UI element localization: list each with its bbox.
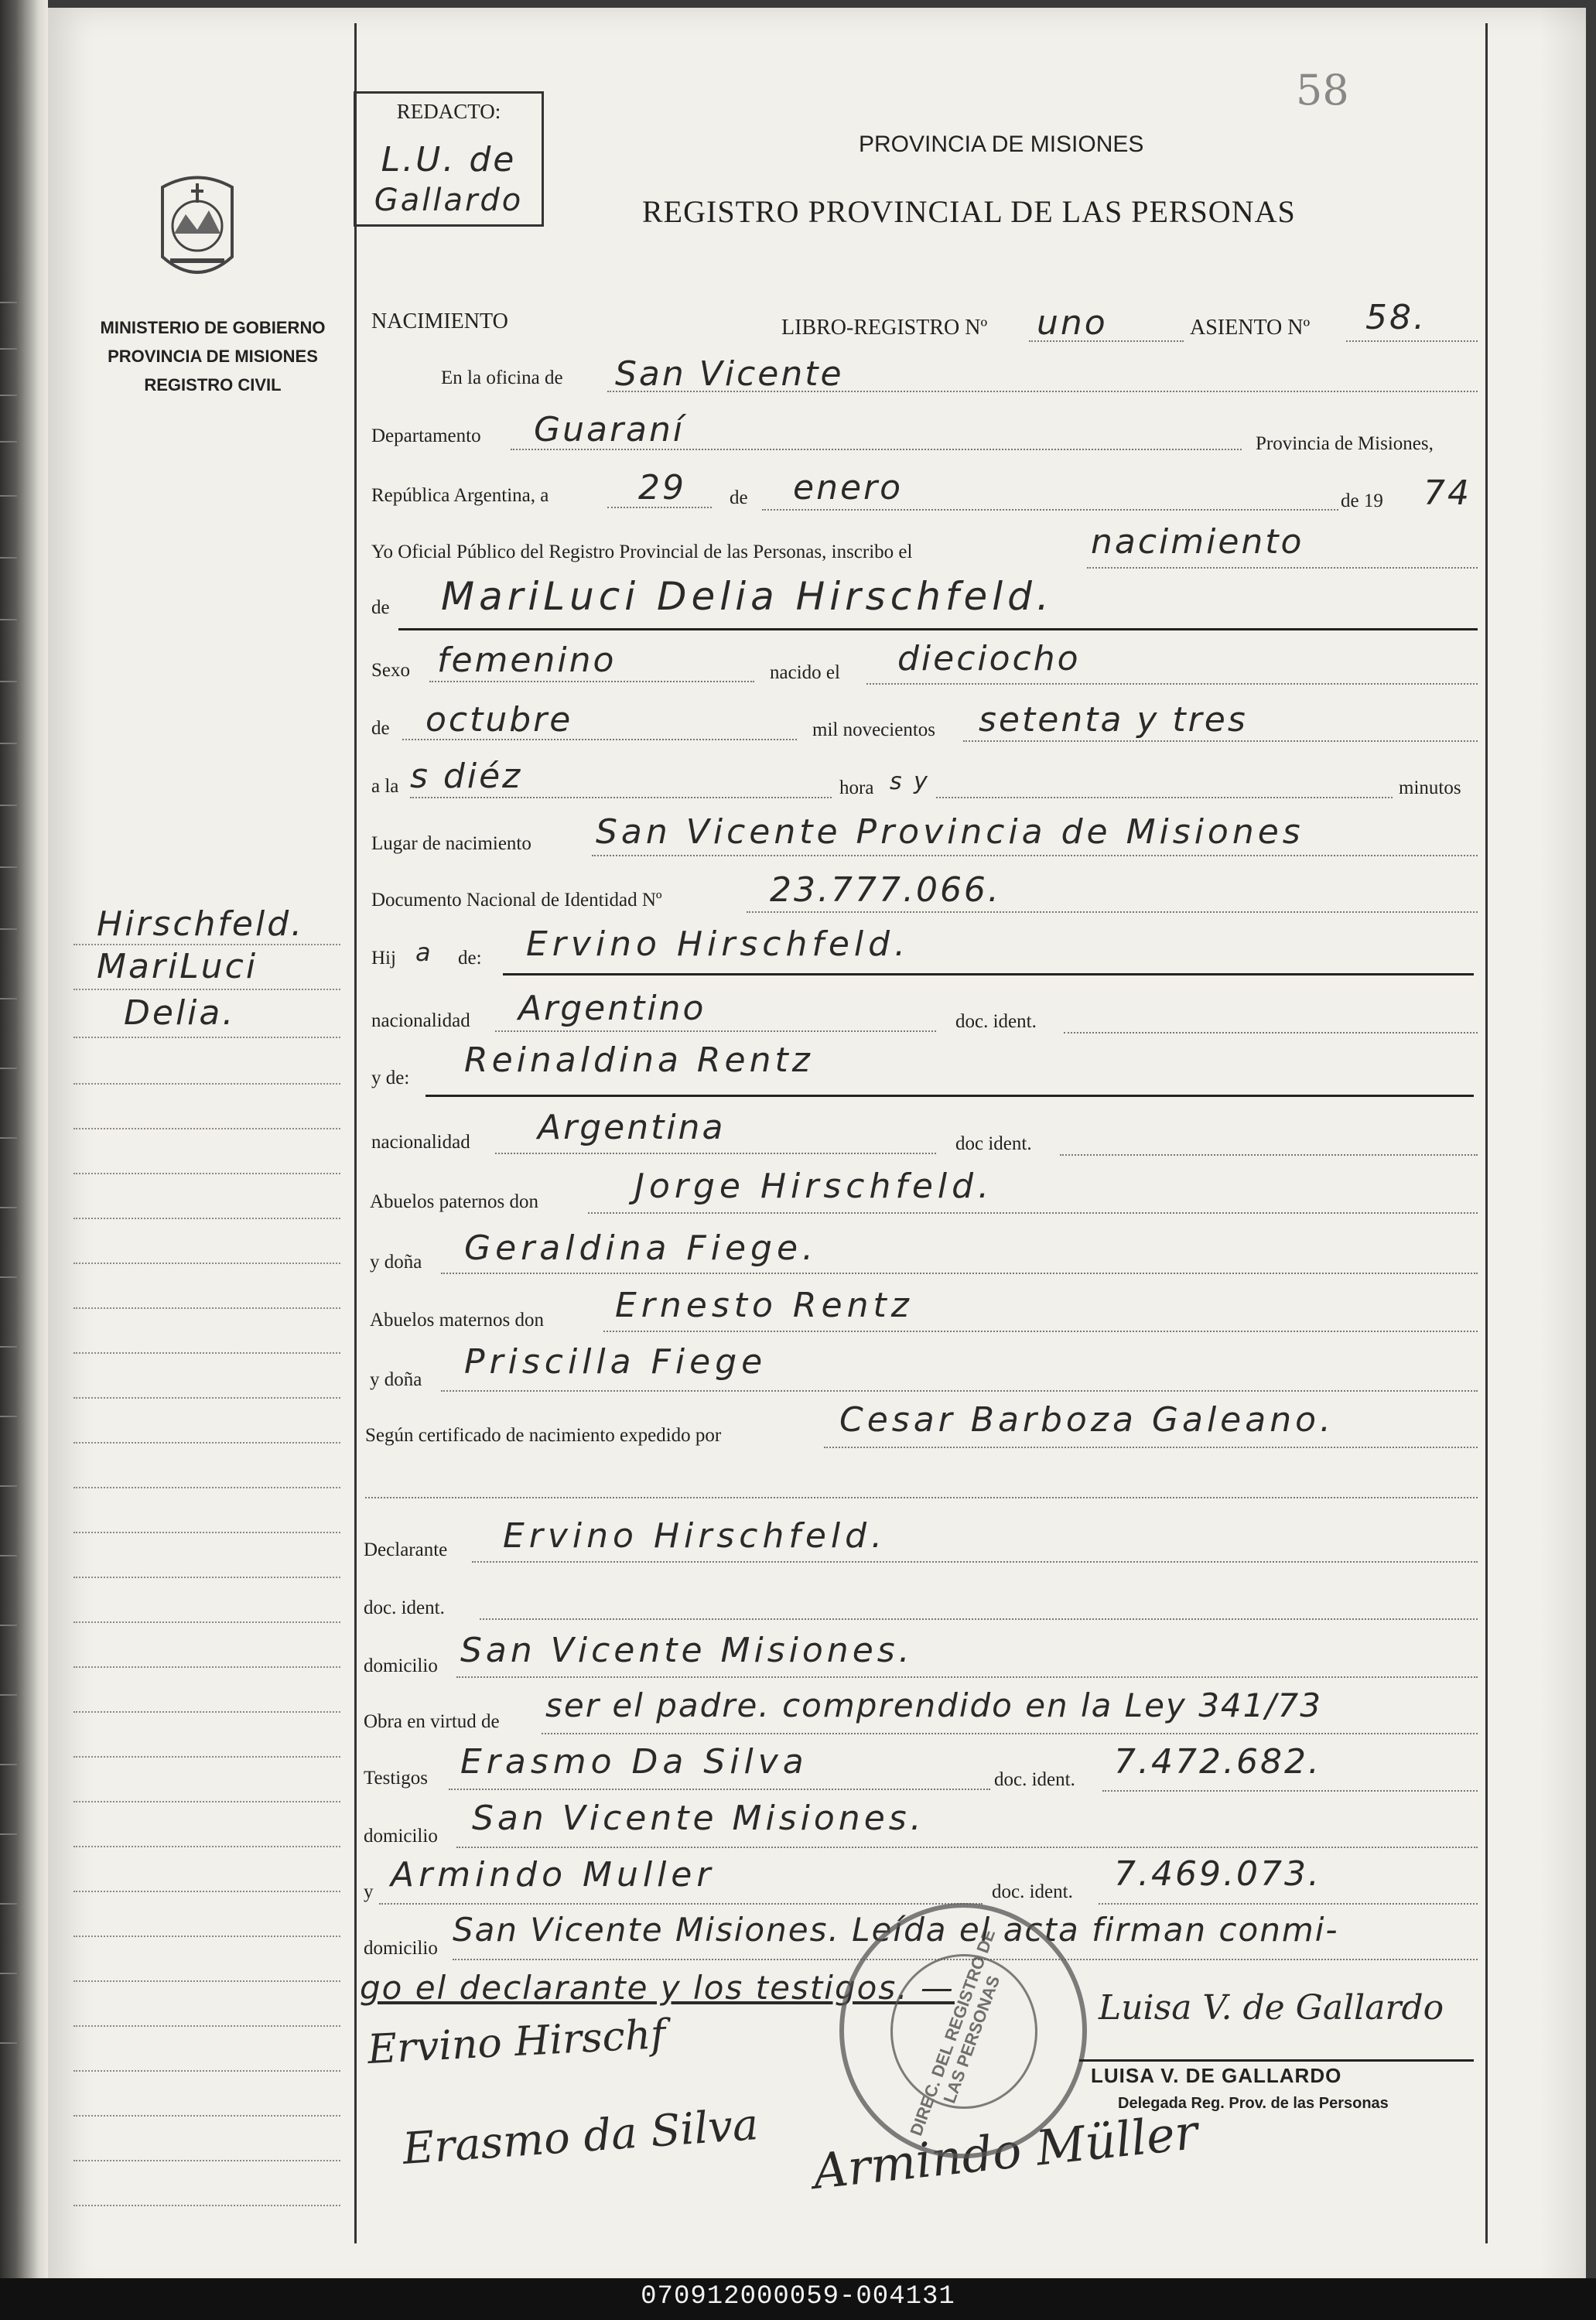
testigos-label: Testigos bbox=[364, 1768, 428, 1789]
acto-value: nacimiento bbox=[1091, 522, 1304, 562]
dni-label: Documento Nacional de Identidad Nº bbox=[371, 890, 662, 911]
ministry-line: MINISTERIO DE GOBIERNO bbox=[100, 318, 326, 337]
witness-two-doc: 7.469.073. bbox=[1114, 1854, 1321, 1894]
ministry-header bbox=[81, 313, 344, 399]
margin-line bbox=[73, 1397, 340, 1399]
hora-value: s diéz bbox=[410, 757, 523, 796]
margin-line bbox=[73, 1756, 340, 1758]
margin-line bbox=[73, 1936, 340, 1937]
paternal-grandfather: Jorge Hirschfeld. bbox=[634, 1167, 994, 1206]
margin-line bbox=[73, 1577, 340, 1578]
y-label: y bbox=[364, 1881, 374, 1902]
domicilio-label: domicilio bbox=[364, 1655, 438, 1676]
y-dona-label: y doña bbox=[370, 1252, 422, 1273]
sexo-value: femenino bbox=[437, 641, 617, 680]
nacionalidad-label: nacionalidad bbox=[371, 1132, 470, 1153]
redacto-label: REDACTO: bbox=[396, 100, 501, 123]
day-value: 29 bbox=[638, 468, 686, 507]
oficial-label: Yo Oficial Público del Registro Provincial de las Personas, inscribo el bbox=[371, 542, 913, 562]
nacido-value: dieciocho bbox=[897, 639, 1081, 678]
declarante-value: Ervino Hirschfeld. bbox=[503, 1516, 887, 1556]
birth-month-value: octubre bbox=[425, 700, 573, 740]
margin-line bbox=[73, 1263, 340, 1264]
hora-label: hora bbox=[839, 777, 874, 798]
margin-line bbox=[73, 2115, 340, 2117]
witness-two-address: San Vicente Misiones. Leída el acta firman conmi- bbox=[453, 1911, 1339, 1949]
province-line: PROVINCIA DE MISIONES bbox=[108, 347, 318, 366]
doc-ident-label: doc ident. bbox=[955, 1133, 1032, 1154]
margin-line bbox=[73, 2160, 340, 2161]
declarante-label: Declarante bbox=[364, 1539, 448, 1560]
witness-one-address: San Vicente Misiones. bbox=[472, 1799, 925, 1838]
month-value: enero bbox=[793, 468, 904, 507]
dni-value: 23.777.066. bbox=[770, 870, 1001, 910]
margin-line bbox=[73, 1352, 340, 1354]
margin-line bbox=[73, 1307, 340, 1309]
witness-one-doc: 7.472.682. bbox=[1114, 1742, 1321, 1782]
margin-line bbox=[73, 1218, 340, 1219]
domicilio-label: domicilio bbox=[364, 1938, 438, 1959]
de-mes-label: de bbox=[371, 718, 390, 739]
margin-line bbox=[73, 1083, 340, 1085]
margin-line bbox=[73, 1173, 340, 1174]
mil-label: mil novecientos bbox=[812, 719, 935, 740]
margin-rule bbox=[354, 23, 357, 2243]
margin-line bbox=[73, 2070, 340, 2072]
nacionalidad-label: nacionalidad bbox=[371, 1010, 470, 1031]
right-rule bbox=[1485, 23, 1488, 2243]
hij-suffix: a bbox=[415, 938, 433, 967]
stamp-text: DIREC. DEL REGISTRO DE LAS PERSONAS bbox=[906, 1926, 1004, 2139]
stacked-pages-edge bbox=[0, 0, 48, 2320]
y-de-label: y de: bbox=[371, 1068, 410, 1088]
abuelos-maternos-label: Abuelos maternos don bbox=[370, 1310, 544, 1331]
domicilio-label: domicilio bbox=[364, 1826, 438, 1847]
closing-statement: go el declarante y los testigos. — bbox=[360, 1969, 955, 2007]
civil-registry-line: REGISTRO CIVIL bbox=[144, 375, 282, 395]
departamento-label: Departamento bbox=[371, 425, 481, 446]
margin-first-name: MariLuci bbox=[97, 947, 258, 986]
margin-line bbox=[73, 1666, 340, 1668]
provincia-label: Provincia de Misiones, bbox=[1256, 433, 1434, 454]
hij-de-label: de: bbox=[458, 948, 482, 969]
libro-value: uno bbox=[1037, 303, 1108, 343]
image-identifier: 070912000059-004131 bbox=[641, 2282, 955, 2311]
father-nationality: Argentino bbox=[518, 989, 706, 1028]
hora-suffix: s y bbox=[890, 768, 930, 795]
official-title: Delegada Reg. Prov. de las Personas bbox=[1118, 2095, 1389, 2112]
y-dona-label: y doña bbox=[370, 1369, 422, 1390]
lugar-label: Lugar de nacimiento bbox=[371, 833, 531, 854]
official-name: LUISA V. DE GALLARDO bbox=[1091, 2064, 1342, 2087]
margin-line bbox=[73, 1487, 340, 1488]
margin-line bbox=[73, 1621, 340, 1623]
redacto-line: Gallardo bbox=[374, 183, 524, 218]
witness-signature: Erasmo da Silva bbox=[401, 2100, 760, 2175]
province-heading: PROVINCIA DE MISIONES bbox=[859, 132, 1144, 157]
page-number: 58 bbox=[1296, 66, 1349, 114]
sexo-label: Sexo bbox=[371, 660, 410, 681]
oficina-label: En la oficina de bbox=[441, 367, 563, 388]
margin-line bbox=[73, 1037, 340, 1038]
mother-nationality: Argentina bbox=[538, 1108, 726, 1147]
margin-line bbox=[73, 1891, 340, 1892]
registry-title: REGISTRO PROVINCIAL DE LAS PERSONAS bbox=[642, 194, 1296, 229]
page-shadow bbox=[1540, 8, 1586, 2298]
nacimiento-label: NACIMIENTO bbox=[371, 309, 508, 333]
minutos-label: minutos bbox=[1399, 777, 1461, 798]
margin-line bbox=[73, 1532, 340, 1533]
abuelos-paternos-label: Abuelos paternos don bbox=[370, 1191, 539, 1212]
departamento-value: Guaraní bbox=[534, 410, 685, 449]
margin-line bbox=[73, 989, 340, 990]
margin-line bbox=[73, 944, 340, 945]
libro-label: LIBRO-REGISTRO Nº bbox=[781, 316, 988, 340]
nacido-label: nacido el bbox=[770, 662, 840, 683]
redacto-box bbox=[354, 91, 544, 227]
a-la-label: a la bbox=[371, 776, 399, 797]
certificado-value: Cesar Barboza Galeano. bbox=[839, 1400, 1335, 1440]
domicilio-value: San Vicente Misiones. bbox=[460, 1631, 914, 1670]
obra-label: Obra en virtud de bbox=[364, 1711, 500, 1732]
maternal-grandfather: Ernesto Rentz bbox=[615, 1286, 914, 1325]
certificado-label: Según certificado de nacimiento expedido por bbox=[365, 1425, 722, 1446]
margin-middle-name: Delia. bbox=[124, 993, 236, 1033]
lugar-value: San Vicente Provincia de Misiones bbox=[596, 812, 1304, 852]
doc-ident-label: doc. ident. bbox=[364, 1597, 445, 1618]
margin-line bbox=[73, 1442, 340, 1444]
margin-line bbox=[73, 1846, 340, 1847]
margin-surname: Hirschfeld. bbox=[97, 904, 305, 944]
year-value: 74 bbox=[1423, 473, 1471, 513]
margin-line bbox=[73, 2025, 340, 2027]
hij-label: Hij bbox=[371, 948, 396, 969]
father-name: Ervino Hirschfeld. bbox=[526, 924, 911, 964]
redacto-line: L.U. de bbox=[381, 140, 517, 179]
obra-value: ser el padre. comprendido en la Ley 341/73 bbox=[545, 1686, 1322, 1724]
paternal-grandmother: Geraldina Fiege. bbox=[464, 1228, 819, 1268]
de-nombre-label: de bbox=[371, 597, 390, 618]
margin-line bbox=[73, 1801, 340, 1802]
doc-ident-label: doc. ident. bbox=[955, 1011, 1037, 1032]
margin-line bbox=[73, 2205, 340, 2206]
year-label: de 19 bbox=[1341, 490, 1383, 511]
oficina-value: San Vicente bbox=[615, 354, 844, 394]
doc-ident-label: doc. ident. bbox=[994, 1769, 1075, 1790]
maternal-grandmother: Priscilla Fiege bbox=[464, 1342, 767, 1382]
doc-ident-label: doc. ident. bbox=[992, 1881, 1073, 1902]
registrant-name: MariLuci Delia Hirschfeld. bbox=[441, 574, 1054, 619]
witness-two-signature: Armindo Müller bbox=[810, 2103, 1201, 2200]
margin-line bbox=[73, 1128, 340, 1129]
official-signature: Luisa V. de Gallardo bbox=[1099, 1988, 1444, 2028]
republica-label: República Argentina, a bbox=[371, 485, 549, 506]
de-label: de bbox=[730, 487, 748, 508]
registry-stamp bbox=[839, 1903, 1087, 2158]
asiento-label: ASIENTO Nº bbox=[1190, 316, 1311, 340]
margin-line bbox=[73, 1980, 340, 1982]
witness-one: Erasmo Da Silva bbox=[460, 1742, 808, 1782]
provincial-seal-icon bbox=[155, 172, 240, 288]
witness-two: Armindo Muller bbox=[391, 1855, 716, 1895]
declarant-signature: Ervino Hirschf bbox=[366, 2011, 667, 2074]
asiento-value: 58. bbox=[1365, 298, 1427, 337]
margin-line bbox=[73, 1711, 340, 1713]
mother-name: Reinaldina Rentz bbox=[464, 1040, 814, 1080]
birth-year-value: setenta y tres bbox=[979, 700, 1248, 740]
